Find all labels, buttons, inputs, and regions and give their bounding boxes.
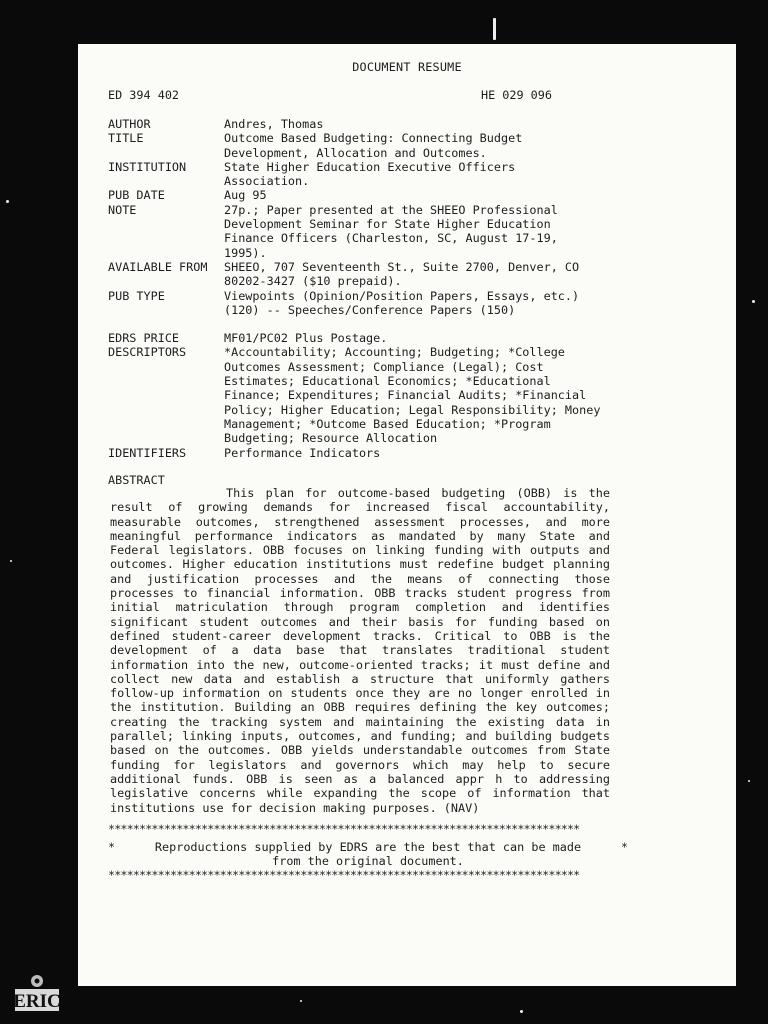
field-value: Viewpoints (Opinion/Position Papers, Essays, etc.) (120) -- Speeches/Conference Papers (150) (224, 288, 580, 317)
field-label: AUTHOR (108, 117, 151, 131)
document-identifiers (108, 88, 552, 102)
field-value: State Higher Education Executive Officers Association. (224, 159, 516, 189)
field-author (108, 117, 708, 131)
star-border-top: **************************************************************************** (108, 822, 580, 836)
abstract-heading: ABSTRACT (108, 473, 165, 487)
field-descriptors (108, 345, 708, 445)
field-label: PUB TYPE (108, 288, 165, 303)
field-institution (108, 160, 708, 189)
field-label: DESCRIPTORS (108, 345, 187, 360)
field-value: MF01/PC02 Plus Postage. (224, 331, 388, 346)
field-label: AVAILABLE FROM (108, 259, 208, 274)
eric-logo-text: ERIC (13, 991, 61, 1012)
field-value: Outcome Based Budgeting: Connecting Budget Development, Allocation and Outcomes. (224, 131, 523, 160)
field-edrs-price (108, 331, 708, 345)
field-label: NOTE (108, 202, 137, 217)
field-value: Andres, Thomas (224, 117, 324, 131)
resume-fields (108, 117, 708, 460)
reproduction-note (108, 840, 628, 869)
field-label: EDRS PRICE (108, 331, 180, 346)
eric-logo-icon (12, 972, 62, 1016)
reproduction-note-text: Reproductions supplied by EDRS are the best that can be made from the original document. (154, 840, 582, 869)
scan-speck (6, 200, 9, 203)
scan-speck (748, 780, 750, 782)
field-identifiers (108, 446, 708, 460)
field-label: INSTITUTION (108, 159, 187, 174)
ed-number: ED 394 402 (108, 88, 180, 102)
field-label: TITLE (108, 131, 144, 146)
section-gap (108, 317, 708, 331)
field-value: 27p.; Paper presented at the SHEEO Professional Development Seminar for State Higher Education Finance Officers (Charleston, SC, August 17-19, 1995). (224, 202, 558, 260)
field-note (108, 203, 708, 260)
scan-speck (520, 1010, 523, 1013)
star-right: * (620, 840, 628, 854)
abstract-text: This plan for outcome-based budgeting (OBB) is the result of growing demands for increased fiscal accountability, measurable outcomes, strengthened assessment processes, and more meaningful performance indicators as mandated by many State and Federal legislators. OBB focuses on linking funding with outputs and outcomes. Higher education institutions must redefine budget planning and justification processes and the means of connecting those processes to financial information. OBB tracks student progress from initial matriculation through program completion and identifies significant student outcomes and their basis for funding based on defined student-career development tracks. Critical to OBB is the development of a data base that translates traditional student information into the new, outcome-oriented tracks; it must define and collect new data and establish a structure that uniformly gathers follow-up information on students once they are no longer enrolled in the institution. Building an OBB requires defining the key outcomes; creating the tracking system and maintaining the existing data in parallel; linking inputs, outcomes, and funding; and building budgets based on the outcomes. OBB yields understandable outcomes from State funding for legislators and governors which may help to secure additional funds. OBB is seen as a balanced appr h to addressing legislative concerns while expanding the scope of information that institutions use for decision making purposes. (NAV) (110, 486, 610, 815)
field-label: IDENTIFIERS (108, 445, 187, 460)
field-value: Aug 95 (224, 188, 267, 203)
scan-speck (10, 560, 12, 562)
document-page (78, 44, 736, 986)
field-value: SHEEO, 707 Seventeenth St., Suite 2700, Denver, CO 80202-3427 ($10 prepaid). (224, 259, 580, 289)
field-pub-date (108, 188, 708, 202)
star-left: * (108, 840, 116, 854)
scan-speck (300, 1000, 302, 1002)
field-pub-type (108, 289, 708, 318)
field-value: Performance Indicators (224, 445, 381, 460)
scan-speck (752, 300, 755, 303)
field-available-from (108, 260, 708, 289)
field-label: PUB DATE (108, 188, 165, 203)
field-value: *Accountability; Accounting; Budgeting; *College Outcomes Assessment; Compliance (Legal); Cost Estimates; Educational Economics; *Educational Finance; Expenditures; Financial Audits; *Financial Policy; Higher Education; Legal Responsibility; Money Management; *Outcome Based Education; *Program Budgeting; Resource Allocation (224, 345, 601, 446)
scan-speck (493, 18, 496, 40)
star-border-bottom: **************************************************************************** (108, 868, 580, 882)
document-title: DOCUMENT RESUME (352, 60, 462, 74)
he-number: HE 029 096 (480, 88, 552, 102)
field-title (108, 131, 708, 160)
